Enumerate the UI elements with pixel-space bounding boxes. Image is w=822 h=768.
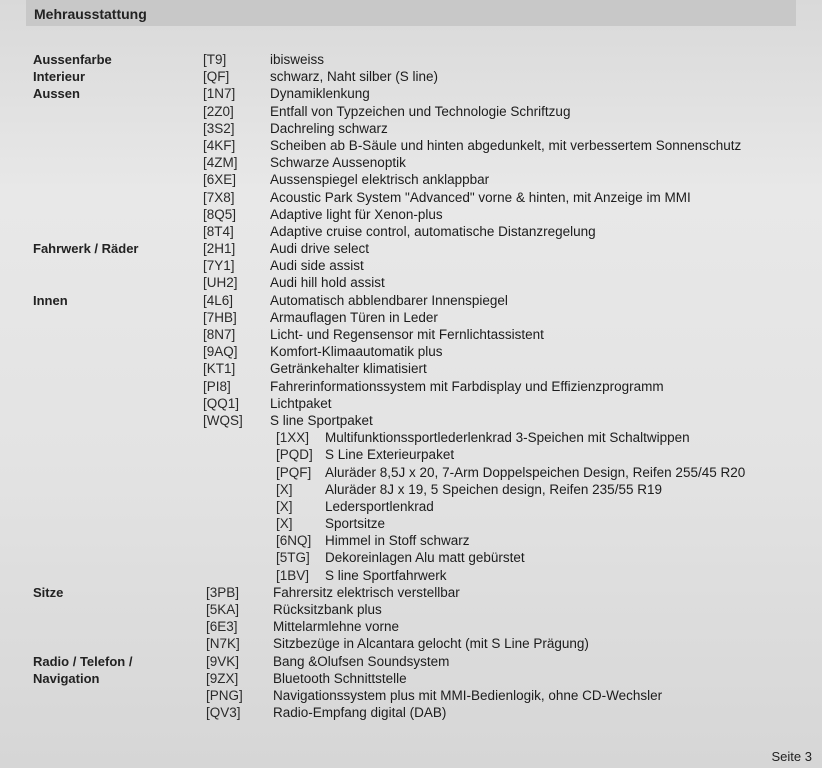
option-code: [2Z0] [203, 103, 234, 119]
option-code: [8T4] [203, 223, 234, 239]
equipment-row [0, 447, 822, 464]
option-code: [9AQ] [203, 344, 238, 360]
category-label: Aussenfarbe [33, 52, 112, 67]
option-code: [QQ1] [203, 395, 240, 411]
option-code: [9ZX] [206, 670, 239, 686]
option-code: [6NQ] [276, 533, 312, 549]
option-code: [X] [276, 498, 293, 514]
option-code: [7HB] [203, 309, 237, 325]
equipment-row [0, 688, 822, 705]
equipment-row [0, 275, 822, 292]
option-description: Scheiben ab B-Säule und hinten abgedunkelt, mit verbessertem Sonnenschutz [270, 137, 742, 153]
equipment-row [0, 138, 822, 155]
option-code: [6XE] [203, 172, 237, 188]
section-header [26, 0, 796, 26]
equipment-row [0, 379, 822, 396]
equipment-row [0, 619, 822, 636]
option-description: Ledersportlenkrad [325, 498, 434, 514]
option-description: Aussenspiegel elektrisch anklappbar [270, 172, 490, 188]
option-description: Fahrersitz elektrisch verstellbar [273, 584, 460, 600]
option-description: Aluräder 8J x 19, 5 Speichen design, Reifen 235/55 R19 [325, 481, 662, 497]
option-code: [8Q5] [203, 206, 237, 222]
option-description: Schwarze Aussenoptik [270, 155, 406, 171]
option-code: [T9] [203, 52, 227, 67]
option-description: Armauflagen Türen in Leder [270, 309, 438, 325]
option-code: [7Y1] [203, 258, 235, 274]
option-description: Automatisch abblendbarer Innenspiegel [270, 292, 508, 308]
option-description: Dachreling schwarz [270, 120, 388, 136]
equipment-row [0, 568, 822, 585]
option-code: [QF] [203, 69, 230, 85]
equipment-row [0, 121, 822, 138]
equipment-row [0, 705, 822, 722]
equipment-row [0, 361, 822, 378]
option-code: [N7K] [206, 636, 240, 652]
option-description: Komfort-Klimaautomatik plus [270, 344, 443, 360]
option-code: [PQD] [276, 447, 313, 463]
option-description: Rücksitzbank plus [273, 602, 382, 617]
option-description: Radio-Empfang digital (DAB) [273, 705, 447, 721]
option-description: Audi side assist [270, 258, 364, 274]
option-description: Audi hill hold assist [270, 275, 385, 291]
option-code: [UH2] [203, 275, 238, 291]
option-description: Entfall von Typzeichen und Technologie Schriftzug [270, 103, 571, 119]
option-code: [X] [276, 516, 293, 532]
page-number: Seite 3 [771, 749, 812, 764]
equipment-row [0, 585, 822, 602]
equipment-row [0, 344, 822, 361]
equipment-row [0, 636, 822, 653]
option-code: [PI8] [203, 378, 231, 394]
equipment-row [0, 258, 822, 275]
option-code: [X] [276, 481, 293, 497]
option-description: Sportsitze [325, 516, 386, 532]
option-description: Acoustic Park System "Advanced" vorne & hinten, mit Anzeige im MMI [270, 189, 691, 205]
option-code: [3PB] [206, 584, 240, 600]
option-description: Getränkehalter klimatisiert [270, 361, 427, 377]
option-code: [5TG] [276, 550, 310, 566]
option-code: [1XX] [276, 430, 310, 446]
equipment-row [0, 482, 822, 499]
option-description: Bluetooth Schnittstelle [273, 670, 407, 686]
equipment-row [0, 172, 822, 189]
option-code: [1BV] [276, 567, 310, 583]
equipment-row [0, 104, 822, 121]
option-description: Lichtpaket [270, 395, 332, 411]
equipment-row [0, 533, 822, 550]
equipment-row [0, 241, 822, 258]
option-description: Himmel in Stoff schwarz [325, 533, 470, 549]
option-description: Bang &Olufsen Soundsystem [273, 653, 450, 669]
category-label: Interieur [33, 69, 86, 85]
option-code: [4ZM] [203, 155, 238, 171]
equipment-row [0, 86, 822, 103]
option-description: Fahrerinformationssystem mit Farbdisplay und Effizienzprogramm [270, 378, 664, 394]
option-code: [WQS] [203, 412, 243, 428]
equipment-row [0, 413, 822, 430]
option-description: Dynamiklenkung [270, 86, 370, 102]
equipment-row [0, 310, 822, 327]
category-label: Innen [33, 292, 68, 308]
option-description: schwarz, Naht silber (S line) [270, 69, 439, 85]
option-description: Adaptive light für Xenon-plus [270, 206, 443, 222]
option-code: [5KA] [206, 602, 240, 617]
equipment-row [0, 155, 822, 172]
option-code: [PNG] [206, 687, 243, 703]
option-description: S Line Exterieurpaket [325, 447, 455, 463]
category-label: Navigation [33, 670, 100, 686]
option-code: [8N7] [203, 327, 236, 342]
option-description: ibisweiss [270, 52, 325, 67]
option-code: [4L6] [203, 292, 234, 308]
section-title: Mehrausstattung [34, 6, 147, 22]
equipment-row [0, 430, 822, 447]
option-description: Audi drive select [270, 241, 370, 257]
option-code: [9VK] [206, 653, 240, 669]
category-label: Sitze [33, 584, 64, 600]
option-code: [KT1] [203, 361, 236, 377]
option-description: Mittelarmlehne vorne [273, 619, 400, 635]
equipment-row [0, 396, 822, 413]
equipment-row [0, 602, 822, 619]
equipment-list [0, 52, 822, 722]
equipment-row [0, 52, 822, 69]
equipment-row [0, 224, 822, 241]
equipment-row [0, 499, 822, 516]
option-code: [QV3] [206, 705, 241, 721]
option-description: Multifunktionssportlederlenkrad 3-Speichen mit Schaltwippen [325, 430, 690, 446]
option-description: S line Sportpaket [270, 412, 373, 428]
category-label: Fahrwerk / Räder [33, 241, 139, 257]
category-label: Radio / Telefon / [33, 653, 133, 669]
option-description: Navigationssystem plus mit MMI-Bedienlogik, ohne CD-Wechsler [273, 687, 663, 703]
equipment-row [0, 654, 822, 671]
equipment-row [0, 516, 822, 533]
option-code: [6E3] [206, 619, 238, 635]
equipment-row [0, 465, 822, 482]
option-description: Sitzbezüge in Alcantara gelocht (mit S Line Prägung) [273, 636, 589, 652]
equipment-row [0, 327, 822, 344]
equipment-row [0, 190, 822, 207]
equipment-row [0, 671, 822, 688]
option-code: [3S2] [203, 120, 235, 136]
option-code: [1N7] [203, 86, 236, 102]
option-description: Dekoreinlagen Alu matt gebürstet [325, 550, 525, 566]
option-code: [PQF] [276, 464, 312, 480]
option-description: Adaptive cruise control, automatische Distanzregelung [270, 223, 596, 239]
equipment-row [0, 207, 822, 224]
equipment-row [0, 69, 822, 86]
equipment-row [0, 550, 822, 567]
option-code: [2H1] [203, 241, 236, 257]
option-description: Aluräder 8,5J x 20, 7-Arm Doppelspeichen Design, Reifen 255/45 R20 [325, 464, 746, 480]
option-description: Licht- und Regensensor mit Fernlichtassistent [270, 327, 544, 342]
option-code: [7X8] [203, 189, 235, 205]
option-code: [4KF] [203, 137, 236, 153]
option-description: S line Sportfahrwerk [325, 567, 447, 583]
category-label: Aussen [33, 86, 80, 102]
equipment-row [0, 293, 822, 310]
